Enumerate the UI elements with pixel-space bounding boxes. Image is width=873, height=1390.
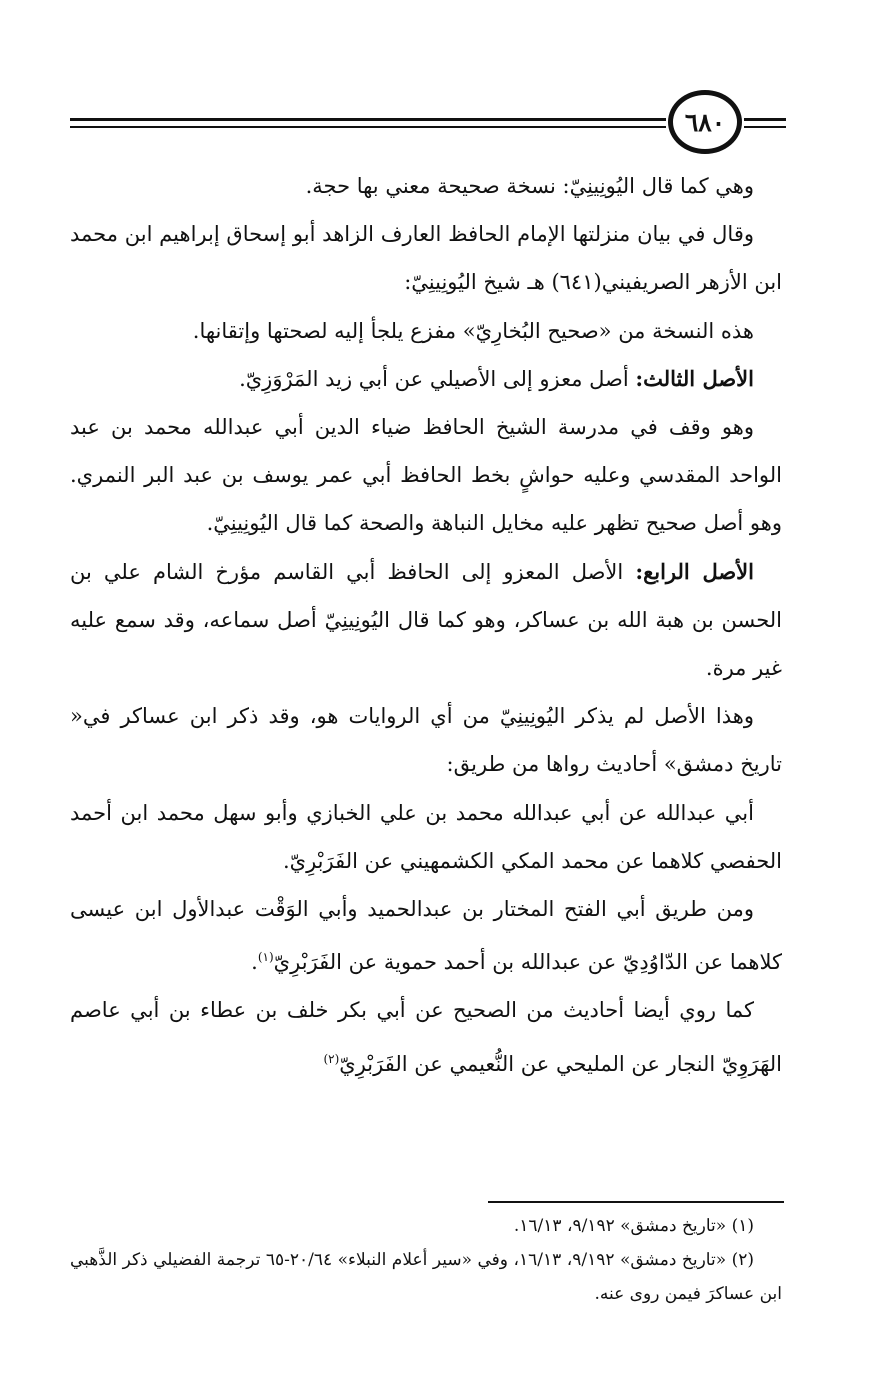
header-rule (70, 126, 666, 128)
footnote-marker: (٢) (323, 1051, 340, 1066)
footnote-marker: (١) (257, 950, 274, 965)
page-number: ٦٨٠ (668, 90, 742, 154)
paragraph: وهي كما قال اليُونِينِيّ: نسخة صحيحة معني بها حجة. (305, 174, 754, 198)
footnote: (١) «تاريخ دمشق» ٩/١٩٢، ١٦/١٣. (513, 1216, 754, 1236)
paragraph: هذه النسخة من «صحيح البُخارِيّ» مفزع يلجأ إليه لصحتها وإتقانها. (192, 318, 754, 343)
paragraph: وهو وقف في مدرسة الشيخ الحافظ ضياء الدين أبي عبدالله محمد بن عبد الواحد المقدسي وعليه حواشٍ بخط الحافظ أبي عمر يوسف بن عبد البر النمري. وهو أصل صحيح تظهر عليه مخايل النباهة والصحة كما قال اليُونِينِيّ. (70, 415, 782, 536)
paragraph: ومن طريق أبي الفتح المختار بن عبدالحميد وأبي الوَقْت عبدالأول ابن عيسى كلاهما عن الدّاوُدِيّ عن عبدالله بن أحمد حموية عن الفَرَبْرِيّ$^{(١)}$. (70, 897, 782, 975)
header-rule (744, 126, 786, 128)
footnote-separator (488, 1201, 784, 1203)
paragraph: كما روي أيضا أحاديث من الصحيح عن أبي بكر خلف بن عطاء بن أبي عاصم الهَرَوِيّ النجار عن المليحي عن النُّعيمي عن الفَرَبْرِيّ$^{(٢)}$ (70, 998, 782, 1076)
header-rule (744, 118, 786, 121)
paragraph: وقال في بيان منزلتها الإمام الحافظ العارف الزاهد أبو إسحاق إبراهيم ابن محمد ابن الأزهر الصريفيني(٦٤١) هـ شيخ اليُونِينِيّ: (70, 222, 782, 295)
main-text (70, 162, 782, 1088)
paragraph: أبي عبدالله عن أبي عبدالله محمد بن علي الخبازي وأبو سهل محمد ابن أحمد الحفصي كلاهما عن محمد المكي الكشمهيني عن الفَرَبْرِيّ. (70, 800, 782, 873)
section-heading: الأصل الثالث: (635, 365, 754, 391)
section-heading-paragraph: الأصل الثالث: أصل معزو إلى الأصيلي عن أبي زيد المَرْوَزِيّ. (239, 365, 754, 391)
section-heading: الأصل الرابع: (635, 558, 754, 584)
paragraph: وهذا الأصل لم يذكر اليُونِينِيّ من أي الروايات هو، وقد ذكر ابن عساكر في« تاريخ دمشق» أحاديث رواها من طريق: (70, 704, 782, 777)
page-header (70, 88, 782, 158)
footnotes (70, 1209, 782, 1311)
header-rule (70, 118, 666, 121)
section-heading-paragraph: الأصل الرابع: الأصل المعزو إلى الحافظ أبي القاسم مؤرخ الشام علي بن الحسن بن هبة الله بن عساكر، وهو كما قال اليُونِينِيّ أصل سماعه، وقد سمع عليه غير مرة. (70, 558, 782, 681)
footnote: (٢) «تاريخ دمشق» ٩/١٩٢، ١٦/١٣، وفي «سير أعلام النبلاء» ٢٠/٦٤-٦٥ ترجمة الفضيلي ذكر الذَّهبي ابن عساكرَ فيمن روى عنه. (70, 1250, 782, 1304)
